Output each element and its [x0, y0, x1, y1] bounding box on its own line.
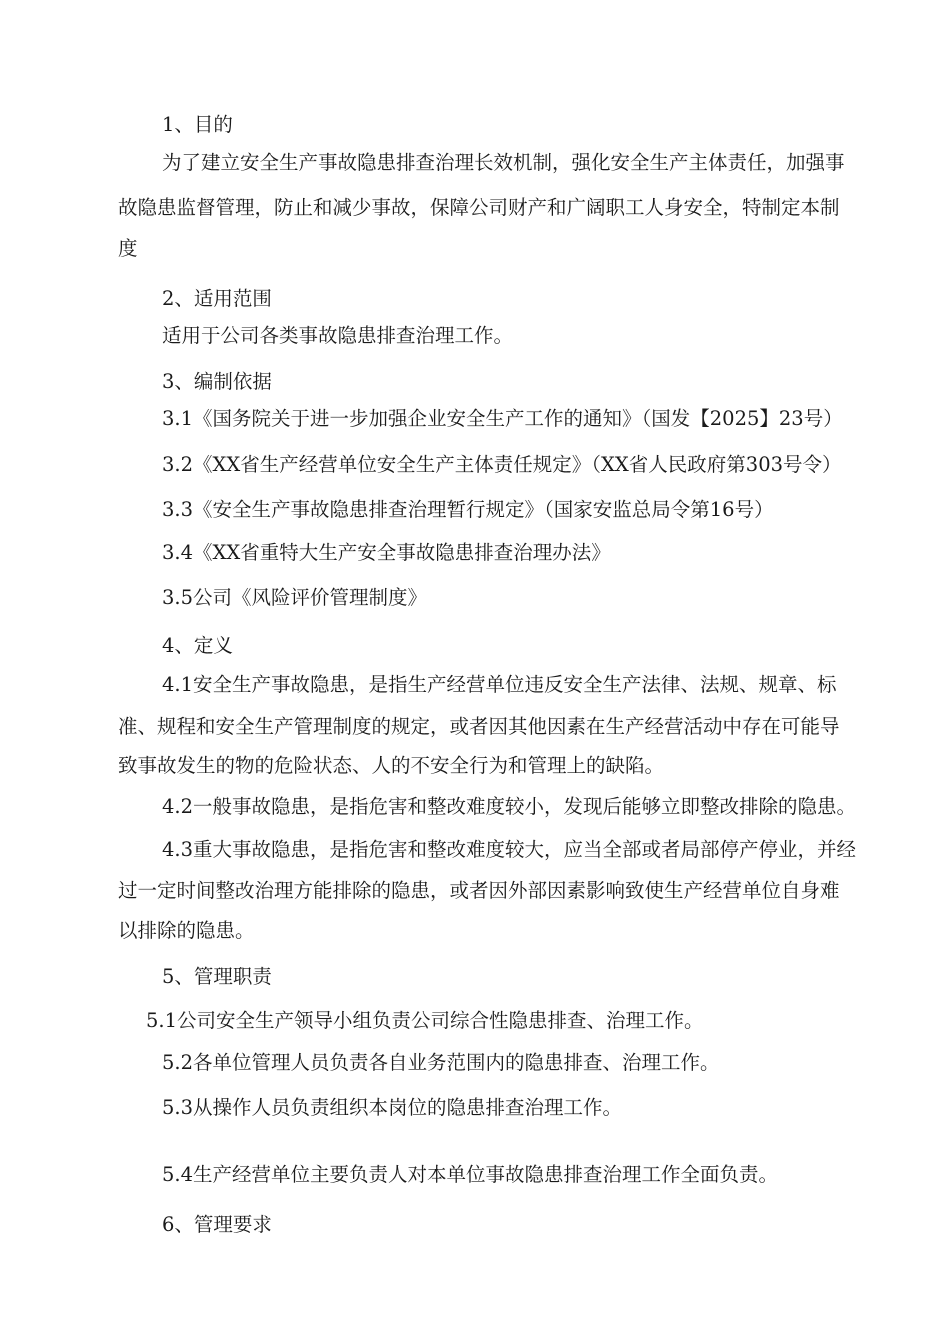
section-2-heading: 2、适用范围 — [162, 287, 272, 310]
definition-4-3-line: 4.3重大事故隐患，是指危害和整改难度较大，应当全部或者局部停产停业，并经 — [162, 838, 857, 861]
definition-4-1-line: 致事故发生的物的危险状态、人的不安全行为和管理上的缺陷。 — [118, 754, 665, 777]
section-1-body-line: 为了建立安全生产事故隐患排查治理长效机制，强化安全生产主体责任，加强事 — [162, 151, 845, 174]
section-5-heading: 5、管理职责 — [162, 965, 272, 988]
basis-item: 3.3《安全生产事故隐患排查治理暂行规定》（国家安监总局令第16号） — [162, 498, 774, 521]
section-3-heading: 3、编制依据 — [162, 370, 272, 393]
duty-item: 5.4生产经营单位主要负责人对本单位事故隐患排查治理工作全面负责。 — [162, 1163, 779, 1186]
section-1-body-line: 度 — [118, 237, 138, 260]
definition-4-3-line: 以排除的隐患。 — [118, 919, 255, 942]
duty-item: 5.2各单位管理人员负责各自业务范围内的隐患排查、治理工作。 — [162, 1051, 720, 1074]
basis-item: 3.4《XX省重特大生产安全事故隐患排查治理办法》 — [162, 541, 611, 564]
definition-4-1-line: 4.1安全生产事故隐患，是指生产经营单位违反安全生产法律、法规、规章、标 — [162, 673, 837, 696]
basis-item: 3.1《国务院关于进一步加强企业安全生产工作的通知》（国发【2025】23号） — [162, 407, 843, 430]
duty-item: 5.1公司安全生产领导小组负责公司综合性隐患排查、治理工作。 — [146, 1009, 704, 1032]
section-1-body-line: 故隐患监督管理，防止和减少事故，保障公司财产和广阔职工人身安全，特制定本制 — [118, 196, 840, 219]
section-6-heading: 6、管理要求 — [162, 1213, 272, 1236]
duty-item: 5.3从操作人员负责组织本岗位的隐患排查治理工作。 — [162, 1096, 623, 1119]
definition-4-3-line: 过一定时间整改治理方能排除的隐患，或者因外部因素影响致使生产经营单位自身难 — [118, 879, 840, 902]
definition-4-2: 4.2一般事故隐患，是指危害和整改难度较小，发现后能够立即整改排除的隐患。 — [162, 795, 857, 818]
section-1-heading: 1、目的 — [162, 113, 233, 136]
section-4-heading: 4、定义 — [162, 634, 233, 657]
basis-item: 3.5公司《风险评价管理制度》 — [162, 586, 428, 609]
basis-item: 3.2《XX省生产经营单位安全生产主体责任规定》（XX省人民政府第303号令） — [162, 453, 842, 476]
section-2-body: 适用于公司各类事故隐患排查治理工作。 — [162, 324, 514, 347]
definition-4-1-line: 准、规程和安全生产管理制度的规定，或者因其他因素在生产经营活动中存在可能导 — [118, 715, 840, 738]
